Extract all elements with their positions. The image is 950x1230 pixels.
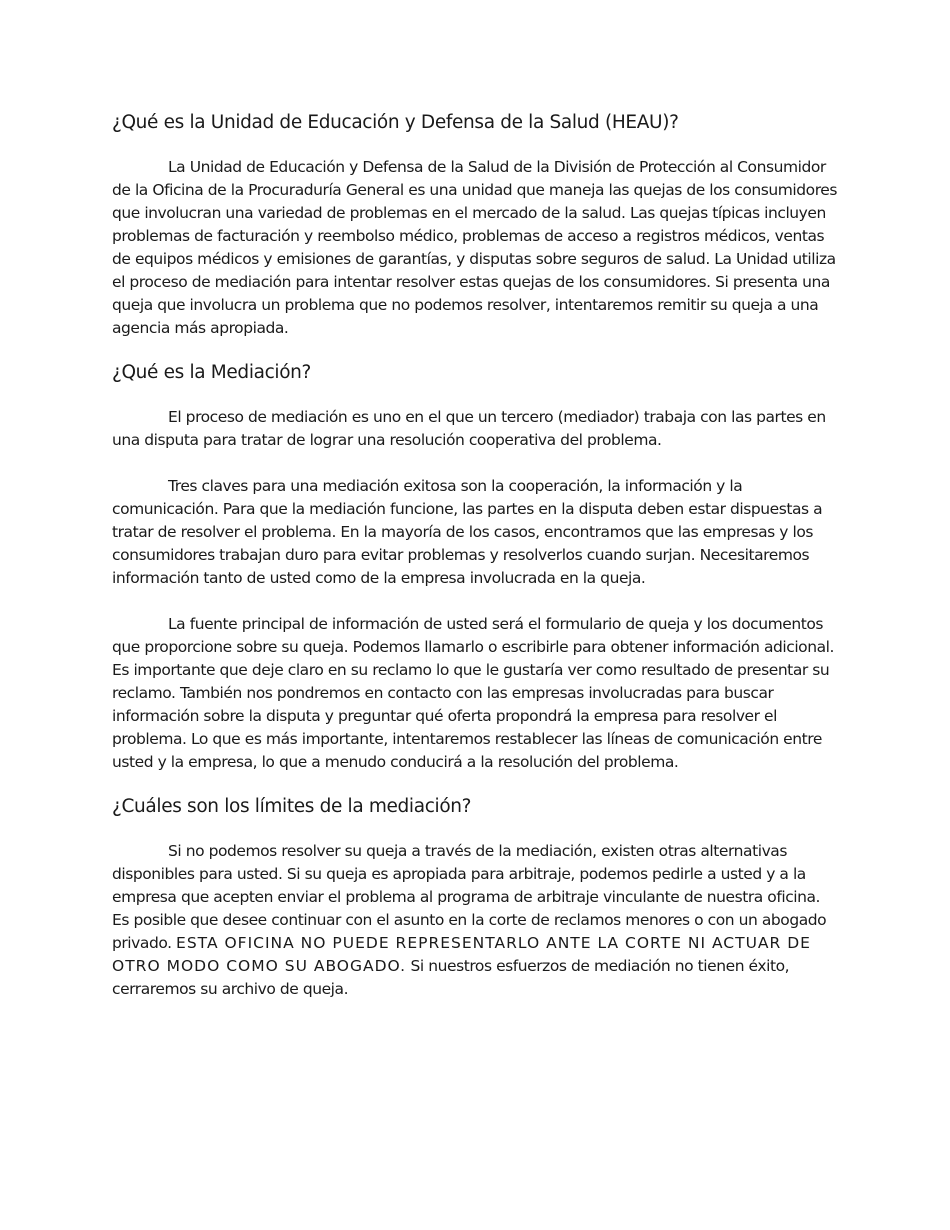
limits-text-before: Si no podemos resolver su queja a través de la mediación, existen otras alternativas disponibles para usted. Si su queja es apropiada para arbitraje, podemos pedirle a usted y a la empresa que acepten enviar el problema al programa de arbitraje vinculante de nuestra oficina. Es posible que desee continuar con el asunto en la corte de reclamos menores o con un abogado privado. — [112, 842, 827, 952]
document-page — [112, 110, 840, 1024]
heading-mediation-limits: ¿Cuáles son los límites de la mediación? — [112, 796, 472, 817]
heading-heau: ¿Qué es la Unidad de Educación y Defensa de la Salud (HEAU)? — [112, 112, 679, 133]
limits-warning-caps: ESTA OFICINA NO PUEDE REPRESENTARLO ANTE LA CORTE NI ACTUAR DE OTRO MODO COMO SU ABOGADO. — [112, 934, 811, 975]
paragraph-mediation-keys: Tres claves para una mediación exitosa son la cooperación, la información y la comunicación. Para que la mediación funcione, las partes en la disputa deben estar dispuestas a tratar de resolver el problema. En la mayoría de los casos, encontramos que las empresas y los consumidores trabajan duro para evitar problemas y resolverlos cuando surjan. Necesitaremos información tanto de usted como de la empresa involucrada en la queja. — [112, 477, 823, 587]
paragraph-mediation-limits — [112, 840, 840, 1001]
paragraph-heau-description: La Unidad de Educación y Defensa de la Salud de la División de Protección al Consumidor de la Oficina de la Procuraduría General es una unidad que maneja las quejas de los consumidores que involucran una variedad de problemas en el mercado de la salud. Las quejas típicas incluyen problemas de facturación y reembolso médico, problemas de acceso a registros médicos, ventas de equipos médicos y emisiones de garantías, y disputas sobre seguros de salud. La Unidad utiliza el proceso de mediación para intentar resolver estas quejas de los consumidores. Si presenta una queja que involucra un problema que no podemos resolver, intentaremos remitir su queja a una agencia más apropiada. — [112, 158, 837, 337]
paragraph-mediation-information: La fuente principal de información de usted será el formulario de queja y los documentos que proporcione sobre su queja. Podemos llamarlo o escribirle para obtener información adicional. Es importante que deje claro en su reclamo lo que le gustaría ver como resultado de presentar su reclamo. También nos pondremos en contacto con las empresas involucradas para buscar información sobre la disputa y preguntar qué oferta propondrá la empresa para resolver el problema. Lo que es más importante, intentaremos restablecer las líneas de comunicación entre usted y la empresa, lo que a menudo conducirá a la resolución del problema. — [112, 615, 834, 771]
section-heau — [112, 110, 840, 340]
limits-text-after: Si nuestros esfuerzos de mediación no tienen éxito, cerraremos su archivo de queja. — [112, 957, 790, 998]
paragraph-mediation-definition: El proceso de mediación es uno en el que un tercero (mediador) trabaja con las partes en una disputa para tratar de lograr una resolución cooperativa del problema. — [112, 408, 826, 449]
heading-mediation: ¿Qué es la Mediación? — [112, 362, 312, 383]
section-mediation — [112, 360, 840, 774]
section-mediation-limits — [112, 794, 840, 1001]
